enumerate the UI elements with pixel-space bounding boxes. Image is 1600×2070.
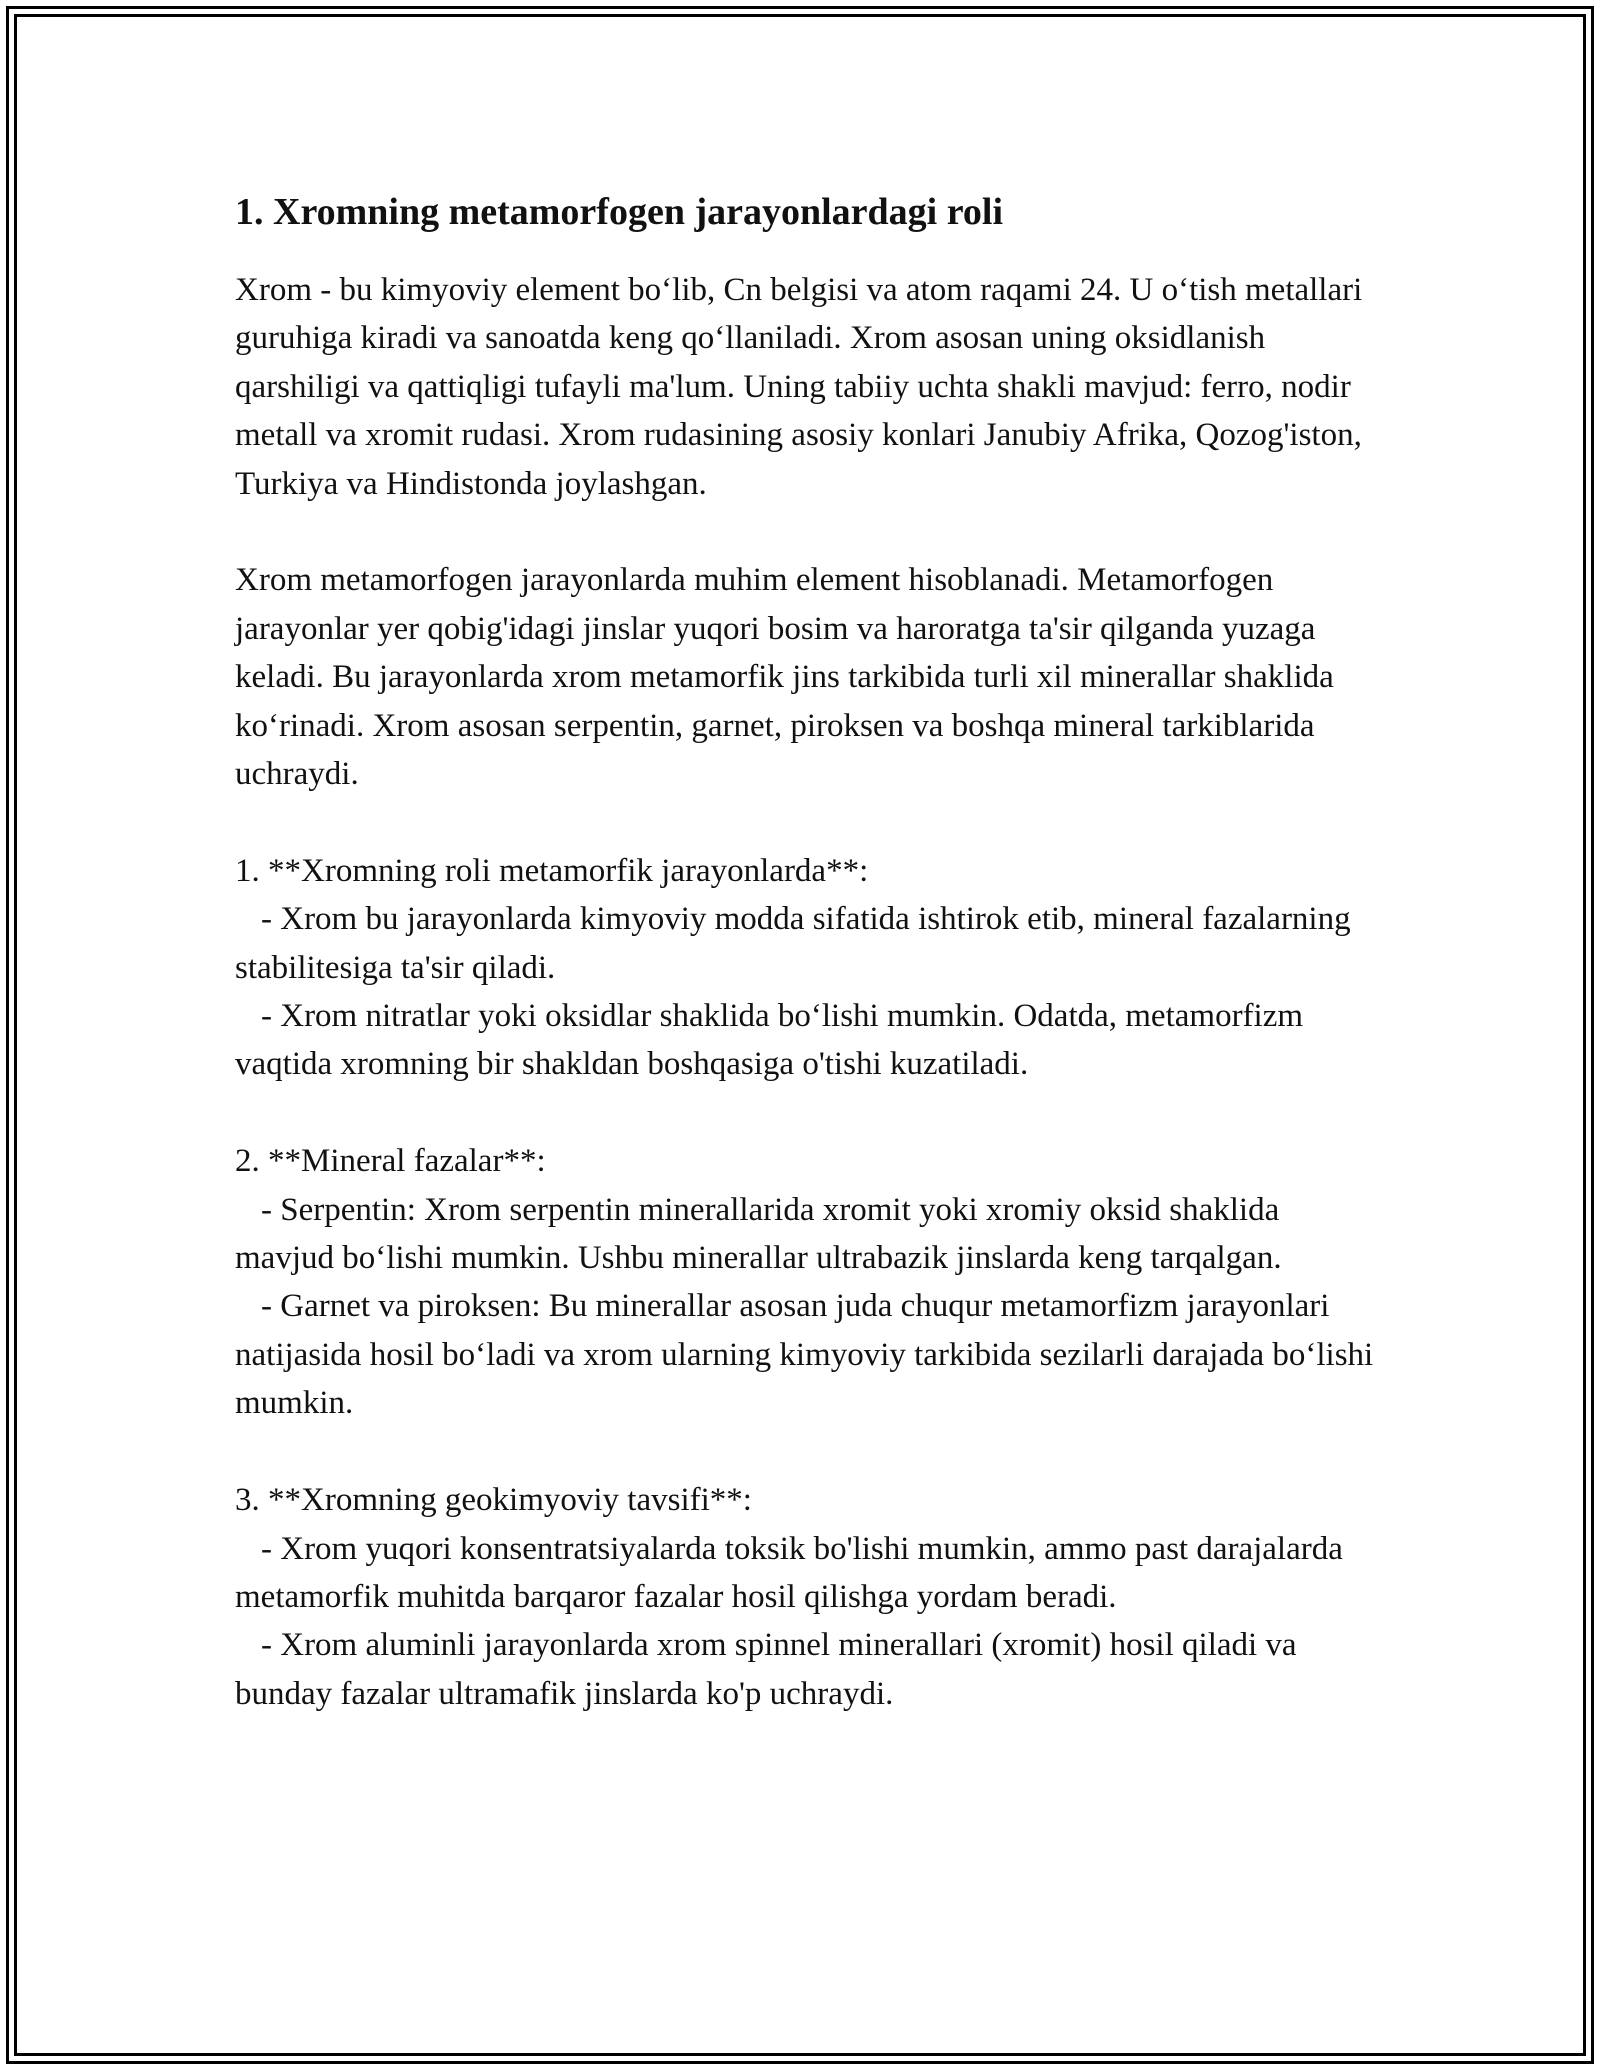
list-item-text: - Garnet va piroksen: Bu minerallar asosan juda chuqur metamorfizm jarayonlari natijasida hosil bo‘ladi va xrom ularning kimyoviy tarkibida sezilarli darajada bo‘lishi mumkin. xyxy=(235,1288,1374,1422)
list-item-text: - Xrom aluminli jarayonlarda xrom spinnel minerallari (xromit) hosil qiladi va bunday fazalar ultramafik jinslarda ko'p uchraydi. xyxy=(235,1627,1297,1712)
paragraph-spacer xyxy=(235,1428,1385,1476)
list-item-text: - Xrom yuqori konsentratsiyalarda toksik bo'lishi mumkin, ammo past darajalarda metamorfik muhitda barqaror fazalar hosil qilishga yordam beradi. xyxy=(235,1530,1343,1615)
section-2 xyxy=(235,1137,1385,1427)
list-item xyxy=(235,1282,1385,1427)
list-item-text: - Xrom bu jarayonlarda kimyoviy modda sifatida ishtirok etib, mineral fazalarning stabilitesiga ta'sir qiladi. xyxy=(235,901,1351,986)
list-item xyxy=(235,992,1385,1089)
list-item xyxy=(235,1186,1385,1283)
list-item-text: - Serpentin: Xrom serpentin minerallarida xromit yoki xromiy oksid shaklida mavjud bo‘lishi mumkin. Ushbu minerallar ultrabazik jinslarda keng tarqalgan. xyxy=(235,1191,1282,1277)
list-item xyxy=(235,895,1385,992)
list-item xyxy=(235,1525,1385,1622)
section-3 xyxy=(235,1476,1385,1718)
list-item-text: - Xrom nitratlar yoki oksidlar shaklida bo‘lishi mumkin. Odatda, metamorfizm vaqtida xromning bir shakldan boshqasiga o'tishi kuzatiladi. xyxy=(235,998,1304,1083)
document-body xyxy=(235,186,1385,1718)
section-1 xyxy=(235,847,1385,1089)
paragraph-spacer xyxy=(235,508,1385,556)
intro-paragraph: Xrom - bu kimyoviy element bo‘lib, Cn belgisi va atom raqami 24. U o‘tish metallari guruhiga kiradi va sanoatda keng qo‘llaniladi. Xrom asosan uning oksidlanish qarshiligi va qattiqligi tufayli ma'lum. Uning tabiiy uchta shakli mavjud: ferro, nodir metall va xromit rudasi. Xrom rudasining asosiy konlari Janubiy Afrika, Qozog'iston, Turkiya va Hindistonda joylashgan. xyxy=(235,272,1363,502)
list-item xyxy=(235,1621,1385,1718)
paragraph-spacer xyxy=(235,1089,1385,1137)
section-heading: 3. **Xromning geokimyoviy tavsifi**: xyxy=(235,1482,752,1519)
metamorphic-paragraph: Xrom metamorfogen jarayonlarda muhim element hisoblanadi. Metamorfogen jarayonlar yer qobig'idagi jinslar yuqori bosim va haroratga ta'sir qilganda yuzaga keladi. Bu jarayonlarda xrom metamorfik jins tarkibida turli xil minerallar shaklida ko‘rinadi. Xrom asosan serpentin, garnet, piroksen va boshqa mineral tarkiblarida uchraydi. xyxy=(235,562,1334,793)
paragraph-spacer xyxy=(235,798,1385,846)
section-heading: 1. **Xromning roli metamorfik jarayonlarda**: xyxy=(235,852,869,889)
section-heading: 2. **Mineral fazalar**: xyxy=(235,1143,546,1180)
document-title: 1. Xromning metamorfogen jarayonlardagi roli xyxy=(235,191,1004,233)
